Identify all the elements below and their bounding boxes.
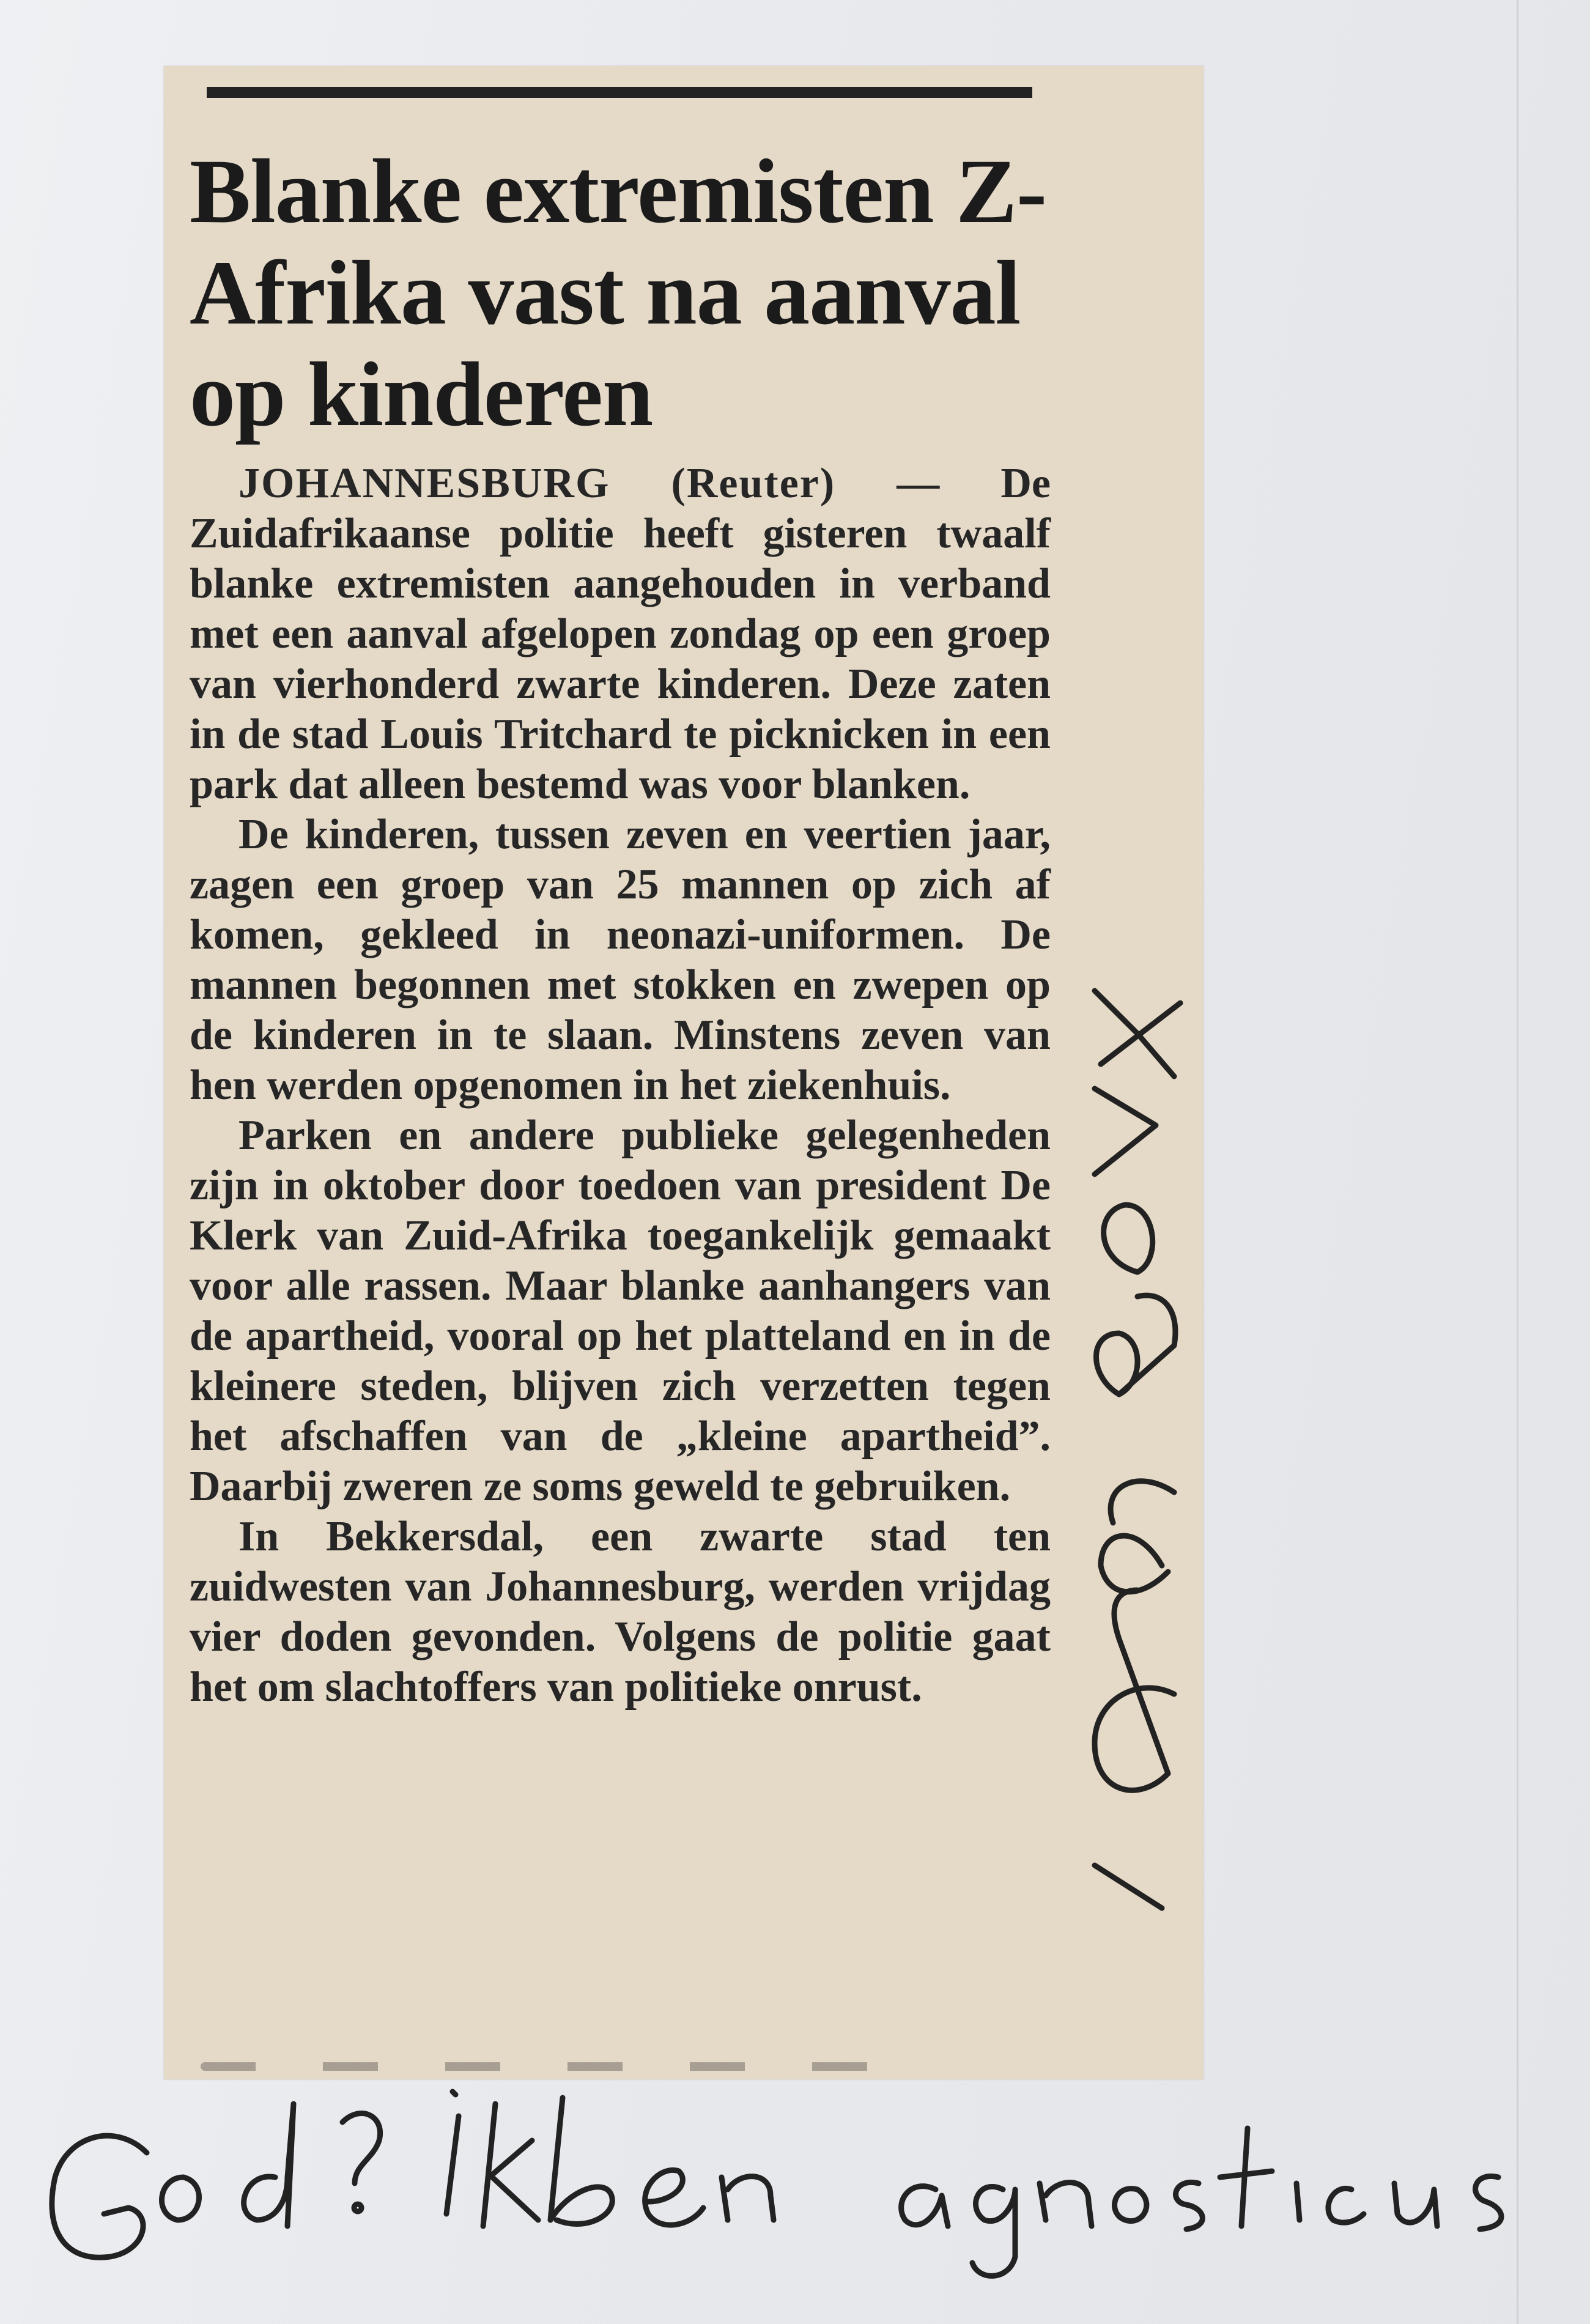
headline: Blanke extremisten Z-Afrika vast na aanval op kinderen [190,141,1047,445]
paragraph-1-text: De Zuidafrikaanse politie heeft gisteren twaalf blanke extremisten aangehouden in verband met een aanval afgelopen zondag op een groep van vierhonderd zwarte kinderen. Deze zaten in de stad Louis Tritchard te picknicken in een park dat alleen bestemd was voor blanken. [190,460,1051,808]
paragraph-4: In Bekkersdal, een zwarte stad ten zuidwesten van Johannesburg, werden vrijdag vier doden gevonden. Volgens de politie gaat het om slachtoffers van politieke onrust. [190,1513,1051,1711]
handwritten-bottom-note [52,2092,1501,2276]
paragraph-2: De kinderen, tussen zeven en veertien jaar, zagen een groep van 25 mannen op zich af komen, gekleed in neonazi-uniformen. De mannen begonnen met stokken en zwepen op de kinderen in te slaan. Minstens zeven van hen werden opgenomen in het ziekenhuis. [190,811,1051,1109]
handwritten-date-note [1095,991,1180,1908]
paragraph-3: Parken en andere publieke gelegenheden zijn in oktober door toedoen van president De Klerk van Zuid-Afrika toegankelijk gemaakt voor alle rassen. Maar blanke aanhangers van de apartheid, vooral op het platteland en in de kleinere steden, blijven zich verzetten tegen het afschaffen van de „kleine apartheid”. Daarbij zweren ze soms geweld te gebruiken. [190,1112,1051,1510]
dateline: JOHANNESBURG (Reuter) — [239,460,941,507]
